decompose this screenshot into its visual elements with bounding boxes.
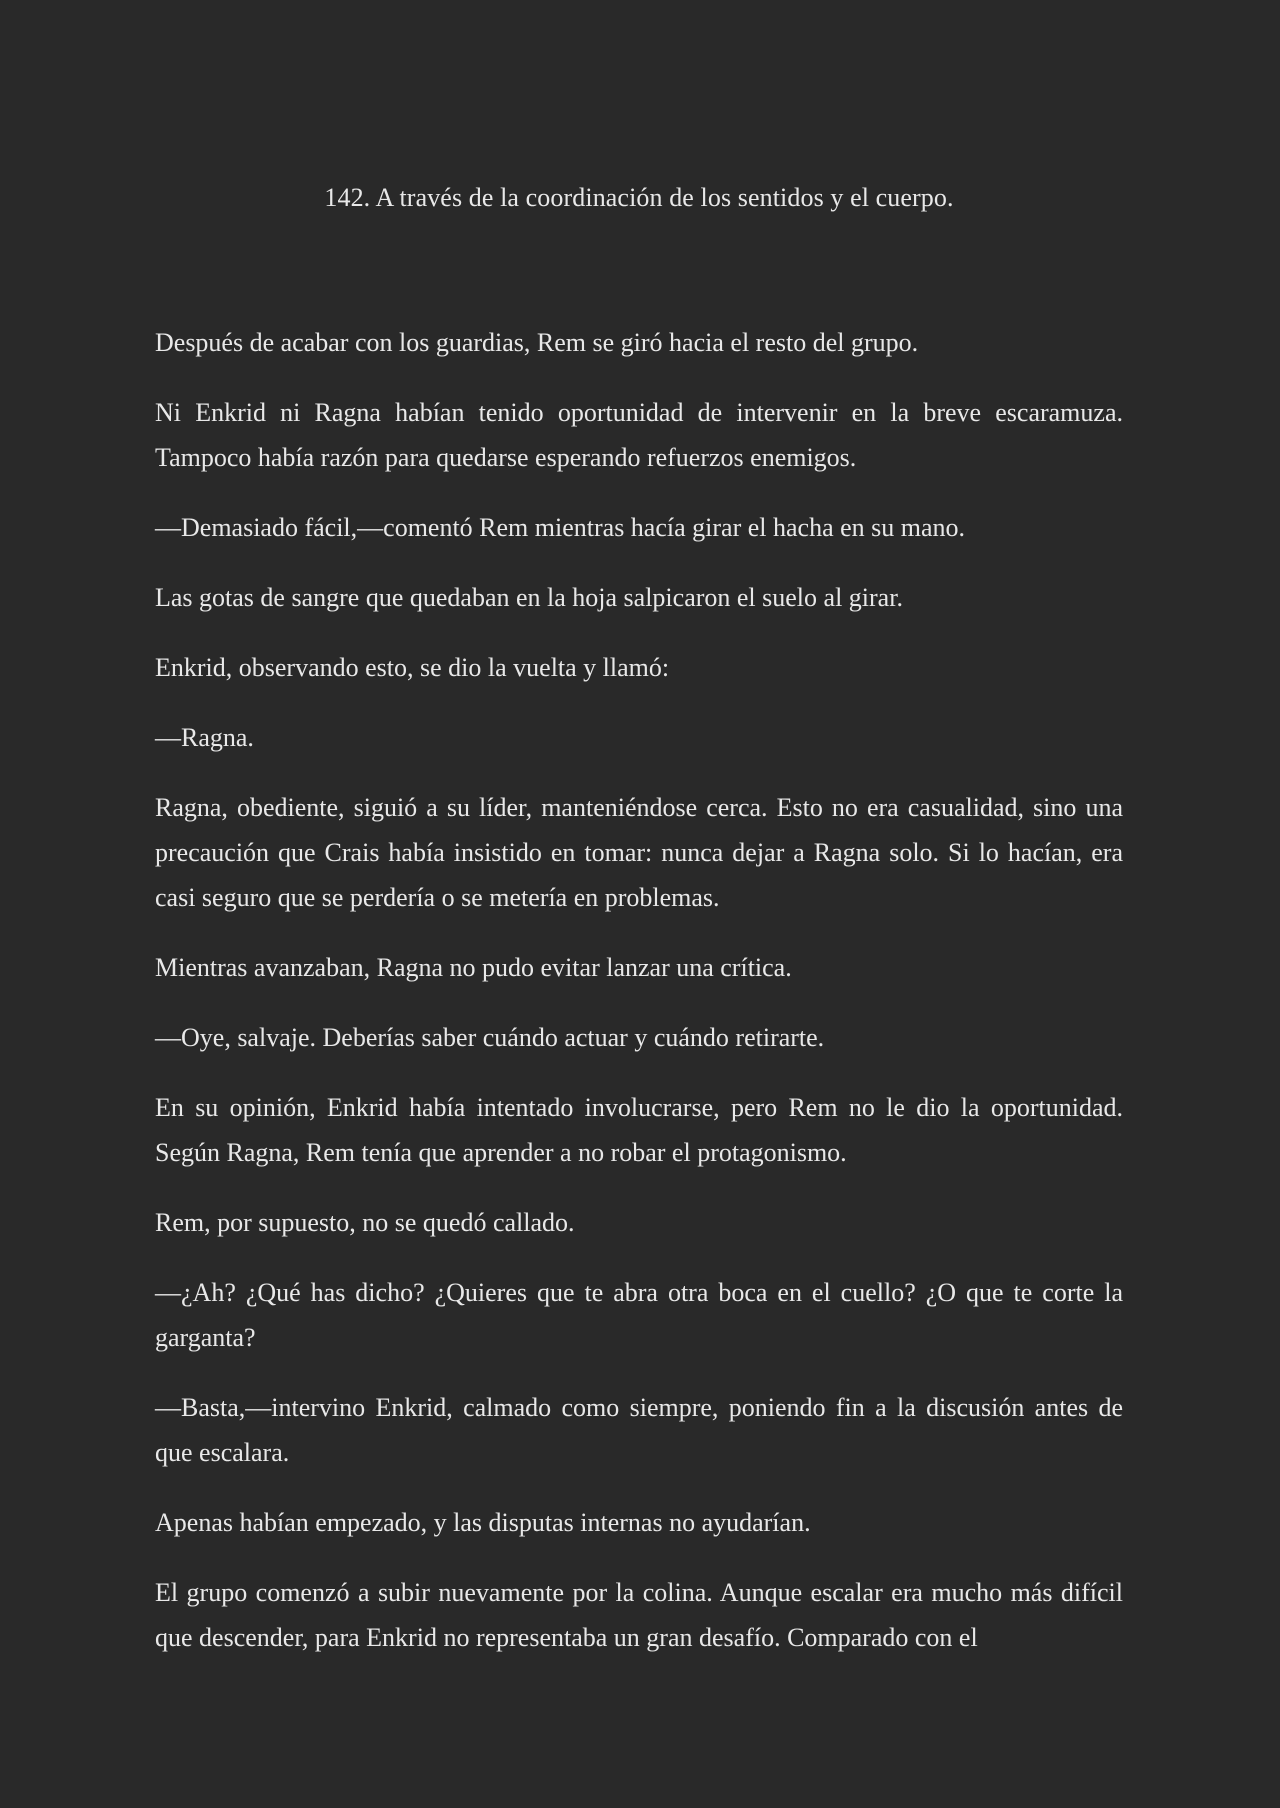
paragraph: Las gotas de sangre que quedaban en la hoja salpicaron el suelo al girar. — [155, 583, 903, 612]
paragraph: El grupo comenzó a subir nuevamente por la colina. Aunque escalar era mucho más difícil que descender, para Enkrid no representaba un gran desafío. Comparado con el — [155, 1578, 1123, 1652]
paragraph: En su opinión, Enkrid había intentado involucrarse, pero Rem no le dio la oportunidad. Según Ragna, Rem tenía que aprender a no robar el protagonismo. — [155, 1093, 1123, 1167]
chapter-title: 142. A través de la coordinación de los sentidos y el cuerpo. — [324, 183, 954, 212]
paragraph: —Basta,—intervino Enkrid, calmado como siempre, poniendo fin a la discusión antes de que escalara. — [155, 1393, 1123, 1467]
paragraph: —¿Ah? ¿Qué has dicho? ¿Quieres que te abra otra boca en el cuello? ¿O que te corte la garganta? — [155, 1278, 1123, 1352]
paragraph: —Oye, salvaje. Deberías saber cuándo actuar y cuándo retirarte. — [155, 1023, 825, 1052]
paragraph: Mientras avanzaban, Ragna no pudo evitar lanzar una crítica. — [155, 953, 792, 982]
paragraph: —Ragna. — [155, 723, 254, 752]
paragraph: Ragna, obediente, siguió a su líder, manteniéndose cerca. Esto no era casualidad, sino una precaución que Crais había insistido en tomar: nunca dejar a Ragna solo. Si lo hacían, era casi seguro que se perdería o se metería en problemas. — [155, 793, 1123, 912]
paragraph: Apenas habían empezado, y las disputas internas no ayudarían. — [155, 1508, 811, 1537]
paragraph: Después de acabar con los guardias, Rem se giró hacia el resto del grupo. — [155, 328, 919, 357]
paragraph: Enkrid, observando esto, se dio la vuelta y llamó: — [155, 653, 670, 682]
paragraph: —Demasiado fácil,—comentó Rem mientras hacía girar el hacha en su mano. — [155, 513, 966, 542]
paragraph: Rem, por supuesto, no se quedó callado. — [155, 1208, 575, 1237]
chapter-body — [155, 320, 1123, 1685]
paragraph: Ni Enkrid ni Ragna habían tenido oportunidad de intervenir en la breve escaramuza. Tampoco había razón para quedarse esperando refuerzos enemigos. — [155, 398, 1123, 472]
